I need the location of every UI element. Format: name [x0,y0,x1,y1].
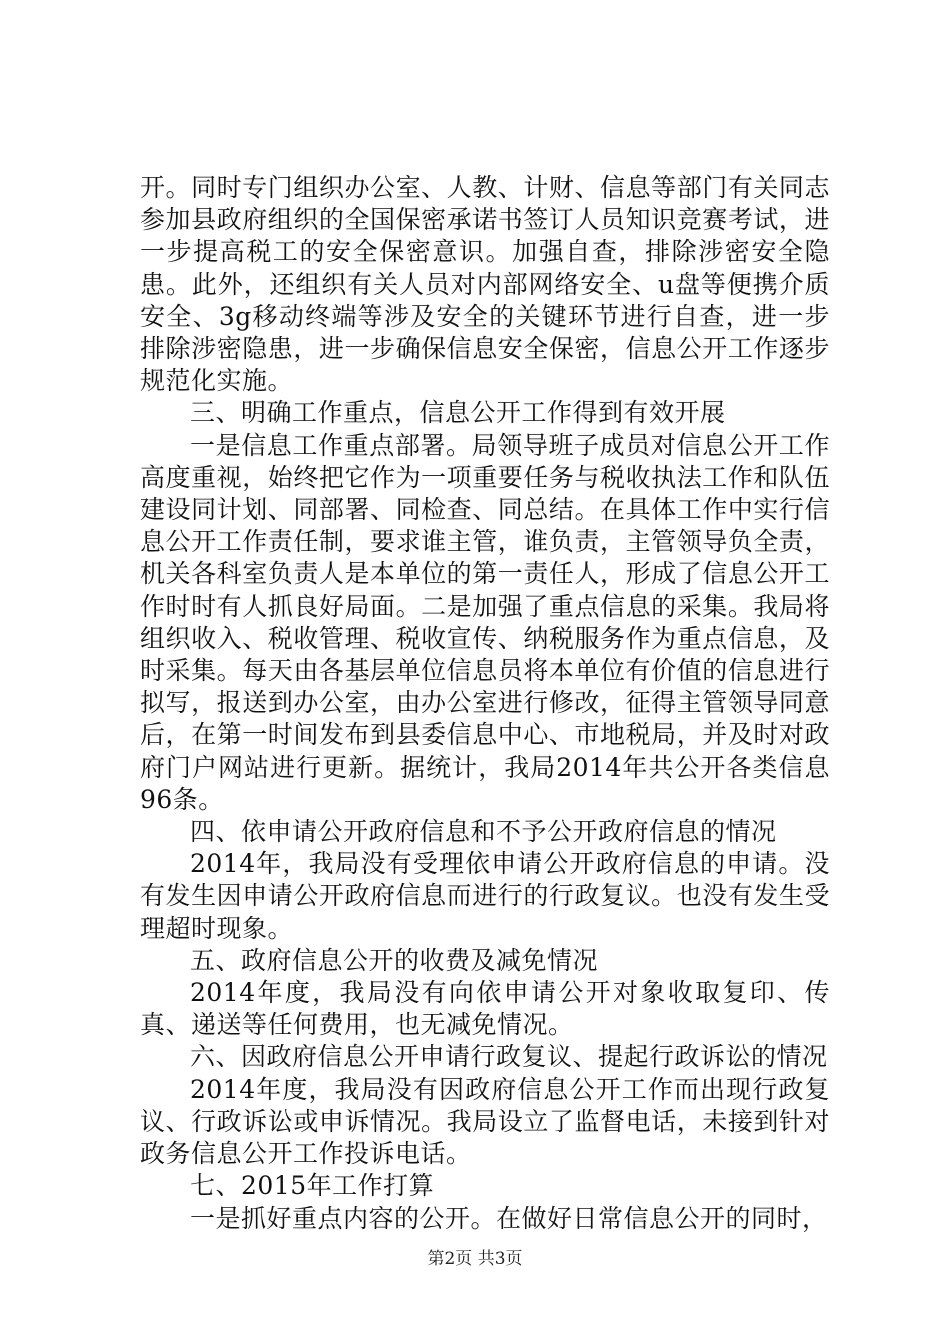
paragraph-section-4-body: 2014年，我局没有受理依申请公开政府信息的申请。没有发生因申请公开政府信息而进行的行政复议。也没有发生受理超时现象。 [140,849,830,943]
section-heading-3: 三、明确工作重点，信息公开工作得到有效开展 [190,398,726,428]
paragraph-section-5-body: 2014年度，我局没有向依申请公开对象收取复印、传真、递送等任何费用，也无减免情况。 [140,978,830,1040]
paragraph-section-7-body: 一是抓好重点内容的公开。在做好日常信息公开的同时， [190,1203,828,1233]
document-body [140,172,830,1235]
section-heading-6: 六、因政府信息公开申请行政复议、提起行政诉讼的情况 [190,1042,828,1072]
page-number-footer: 第2页 共3页 [427,1249,523,1269]
paragraph-section-3-body: 一是信息工作重点部署。局领导班子成员对信息公开工作高度重视，始终把它作为一项重要任务与税收执法工作和队伍建设同计划、同部署、同检查、同总结。在具体工作中实行信息公开工作责任制，要求谁主管，谁负责，主管领导负全责，机关各科室负责人是本单位的第一责任人，形成了信息公开工作时时有人抓良好局面。二是加强了重点信息的采集。我局将组织收入、税收管理、税收宣传、纳税服务作为重点信息，及时采集。每天由各基层单位信息员将本单位有价值的信息进行拟写，报送到办公室，由办公室进行修改，征得主管领导同意后，在第一时间发布到县委信息中心、市地税局，并及时对政府门户网站进行更新。据统计，我局2014年共公开各类信息96条。 [140,430,830,814]
section-heading-7: 七、2015年工作打算 [190,1171,435,1201]
paragraph-continuation: 开。同时专门组织办公室、人教、计财、信息等部门有关同志参加县政府组织的全国保密承诺书签订人员知识竞赛考试，进一步提高税工的安全保密意识。加强自查，排除涉密安全隐患。此外，还组织有关人员对内部网络安全、u盘等便携介质安全、3g移动终端等涉及安全的关键环节进行自查，进一步排除涉密隐患，进一步确保信息安全保密，信息公开工作逐步规范化实施。 [140,173,830,396]
paragraph-section-6-body: 2014年度，我局没有因政府信息公开工作而出现行政复议、行政诉讼或申诉情况。我局设立了监督电话，未接到针对政务信息公开工作投诉电话。 [140,1074,830,1169]
section-heading-5: 五、政府信息公开的收费及减免情况 [190,945,599,975]
section-heading-4: 四、依申请公开政府信息和不予公开政府信息的情况 [190,817,777,847]
